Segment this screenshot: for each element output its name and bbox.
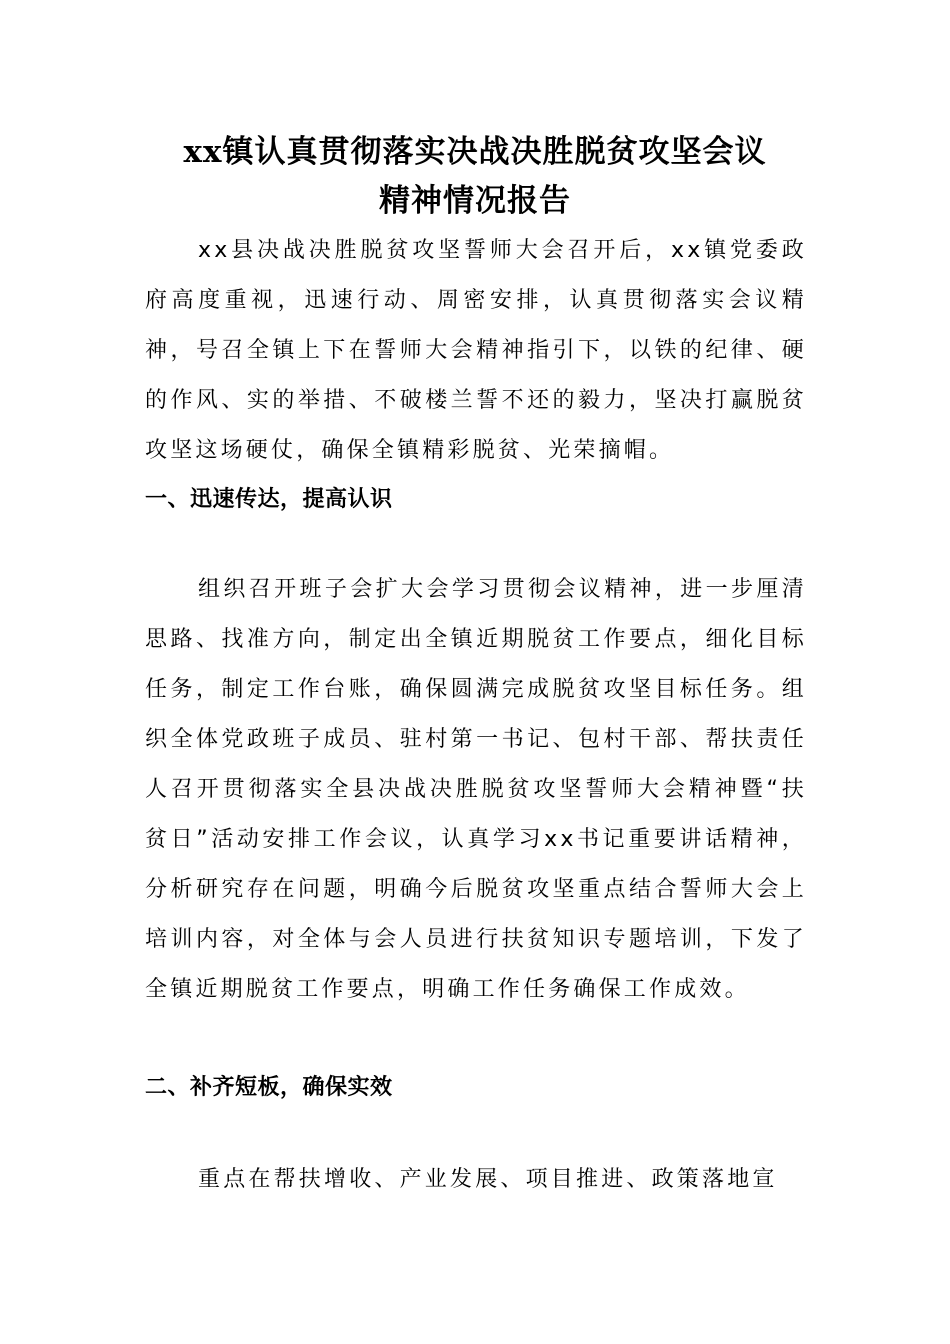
section-heading-1: 一、迅速传达，提高认识 [145, 487, 393, 512]
title-line-2: 精神情况报告 [379, 183, 571, 219]
section-1-paragraph: 组织召开班子会扩大会学习贯彻会议精神，进一步厘清思路、找准方向，制定出全镇近期脱贫工作要点，细化目标任务，制定工作台账，确保圆满完成脱贫攻坚目标任务。组织全体党政班子成员、驻村第一书记、包村干部、帮扶责任人召开贯彻落实全县决战决胜脱贫攻坚誓师大会精神暨“扶贫日”活动安排工作会议，认真学习xx书记重要讲话精神，分析研究存在问题，明确今后脱贫攻坚重点结合誓师大会上培训内容，对全体与会人员进行扶贫知识专题培训，下发了全镇近期脱贫工作要点，明确工作任务确保工作成效。 [145, 577, 807, 1002]
document-title [145, 128, 805, 226]
intro-paragraph: xx县决战决胜脱贫攻坚誓师大会召开后，xx镇党委政府高度重视，迅速行动、周密安排，认真贯彻落实会议精神，号召全镇上下在誓师大会精神指引下，以铁的纪律、硬的作风、实的举措、不破楼兰誓不还的毅力，坚决打赢脱贫攻坚这场硬仗，确保全镇精彩脱贫、光荣摘帽。 [145, 238, 807, 463]
section-heading-2: 二、补齐短板，确保实效 [145, 1075, 393, 1100]
title-line-1: xx镇认真贯彻落实决战决胜脱贫攻坚会议 [183, 134, 767, 170]
section-2-paragraph: 重点在帮扶增收、产业发展、项目推进、政策落地宣 [198, 1167, 778, 1192]
